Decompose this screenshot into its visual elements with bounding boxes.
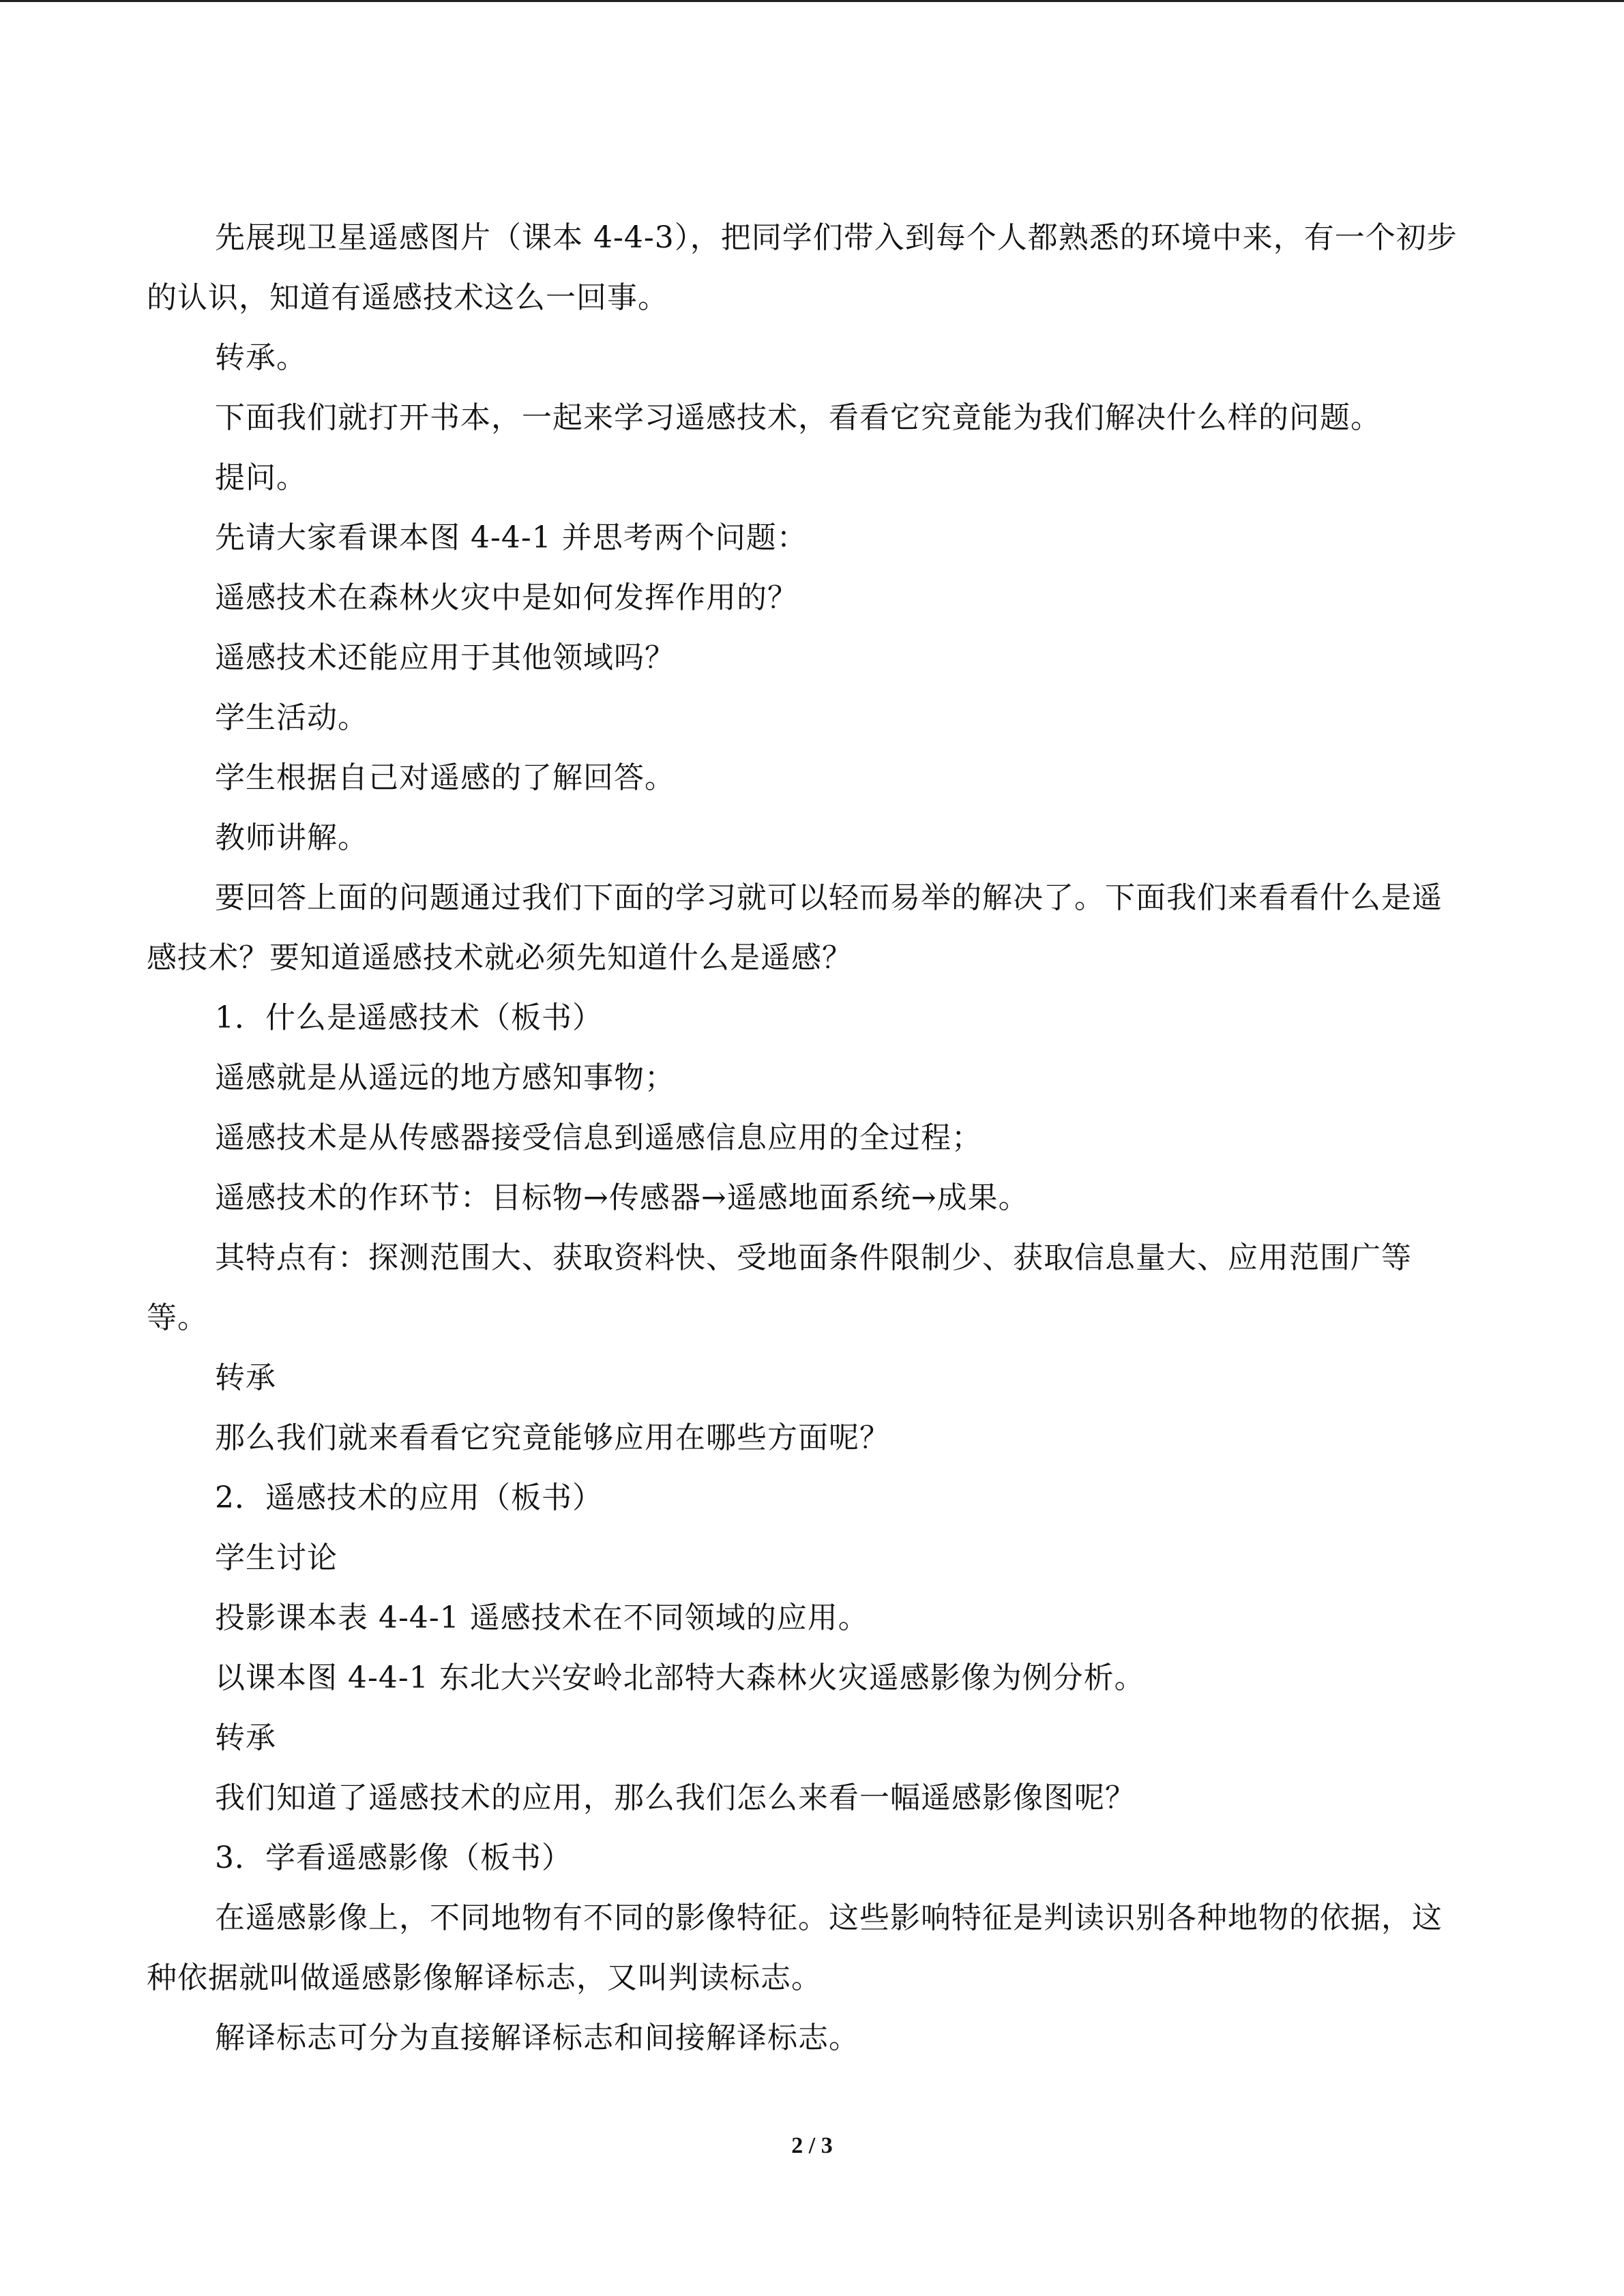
section-heading: 3．学看遥感影像（板书） [215, 1840, 572, 1875]
paragraph: 转承。 [215, 340, 307, 375]
paragraph: 遥感技术是从传感器接受信息到遥感信息应用的全过程； [215, 1120, 982, 1155]
paragraph: 要回答上面的问题通过我们下面的学习就可以轻而易举的解决了。下面我们来看看什么是遥感技术？要知道遥感技术就必须先知道什么是遥感？ [147, 880, 1443, 975]
paragraph: 提问。 [215, 460, 307, 495]
paragraph: 遥感技术的作环节：目标物→传感器→遥感地面系统→成果。 [215, 1180, 1029, 1215]
paragraph: 其特点有：探测范围大、获取资料快、受地面条件限制少、获取信息量大、应用范围广等等。 [147, 1240, 1412, 1335]
paragraph: 学生讨论 [215, 1540, 338, 1575]
document-body [147, 208, 1460, 2068]
page-number: 2 / 3 [791, 2133, 833, 2158]
paragraph: 以课本图 4-4-1 东北大兴安岭北部特大森林火灾遥感影像为例分析。 [215, 1660, 1145, 1695]
paragraph: 在遥感影像上，不同地物有不同的影像特征。这些影响特征是判读识别各种地物的依据，这种依据就叫做遥感影像解译标志，又叫判读标志。 [147, 1900, 1443, 1995]
paragraph: 先展现卫星遥感图片（课本 4-4-3），把同学们带入到每个人都熟悉的环境中来，有一个初步的认识，知道有遥感技术这么一回事。 [147, 220, 1458, 315]
paragraph: 我们知道了遥感技术的应用，那么我们怎么来看一幅遥感影像图呢？ [215, 1780, 1136, 1815]
paragraph: 先请大家看课本图 4-4-1 并思考两个问题： [215, 520, 808, 555]
paragraph: 那么我们就来看看它究竟能够应用在哪些方面呢？ [215, 1420, 890, 1455]
paragraph: 投影课本表 4-4-1 遥感技术在不同领域的应用。 [215, 1600, 869, 1635]
top-border-line [0, 0, 1624, 2]
section-heading: 2．遥感技术的应用（板书） [215, 1480, 603, 1515]
paragraph: 遥感就是从遥远的地方感知事物； [215, 1060, 675, 1095]
paragraph: 下面我们就打开书本，一起来学习遥感技术，看看它究竟能为我们解决什么样的问题。 [215, 400, 1381, 435]
section-heading: 1．什么是遥感技术（板书） [215, 1000, 603, 1035]
paragraph: 遥感技术在森林火灾中是如何发挥作用的？ [215, 580, 798, 615]
paragraph: 转承 [215, 1360, 276, 1395]
paragraph: 遥感技术还能应用于其他领域吗？ [215, 640, 675, 675]
paragraph: 学生活动。 [215, 700, 368, 735]
paragraph: 解译标志可分为直接解译标志和间接解译标志。 [215, 2021, 859, 2055]
paragraph: 教师讲解。 [215, 820, 368, 855]
paragraph: 转承 [215, 1720, 276, 1755]
paragraph: 学生根据自己对遥感的了解回答。 [215, 760, 675, 795]
